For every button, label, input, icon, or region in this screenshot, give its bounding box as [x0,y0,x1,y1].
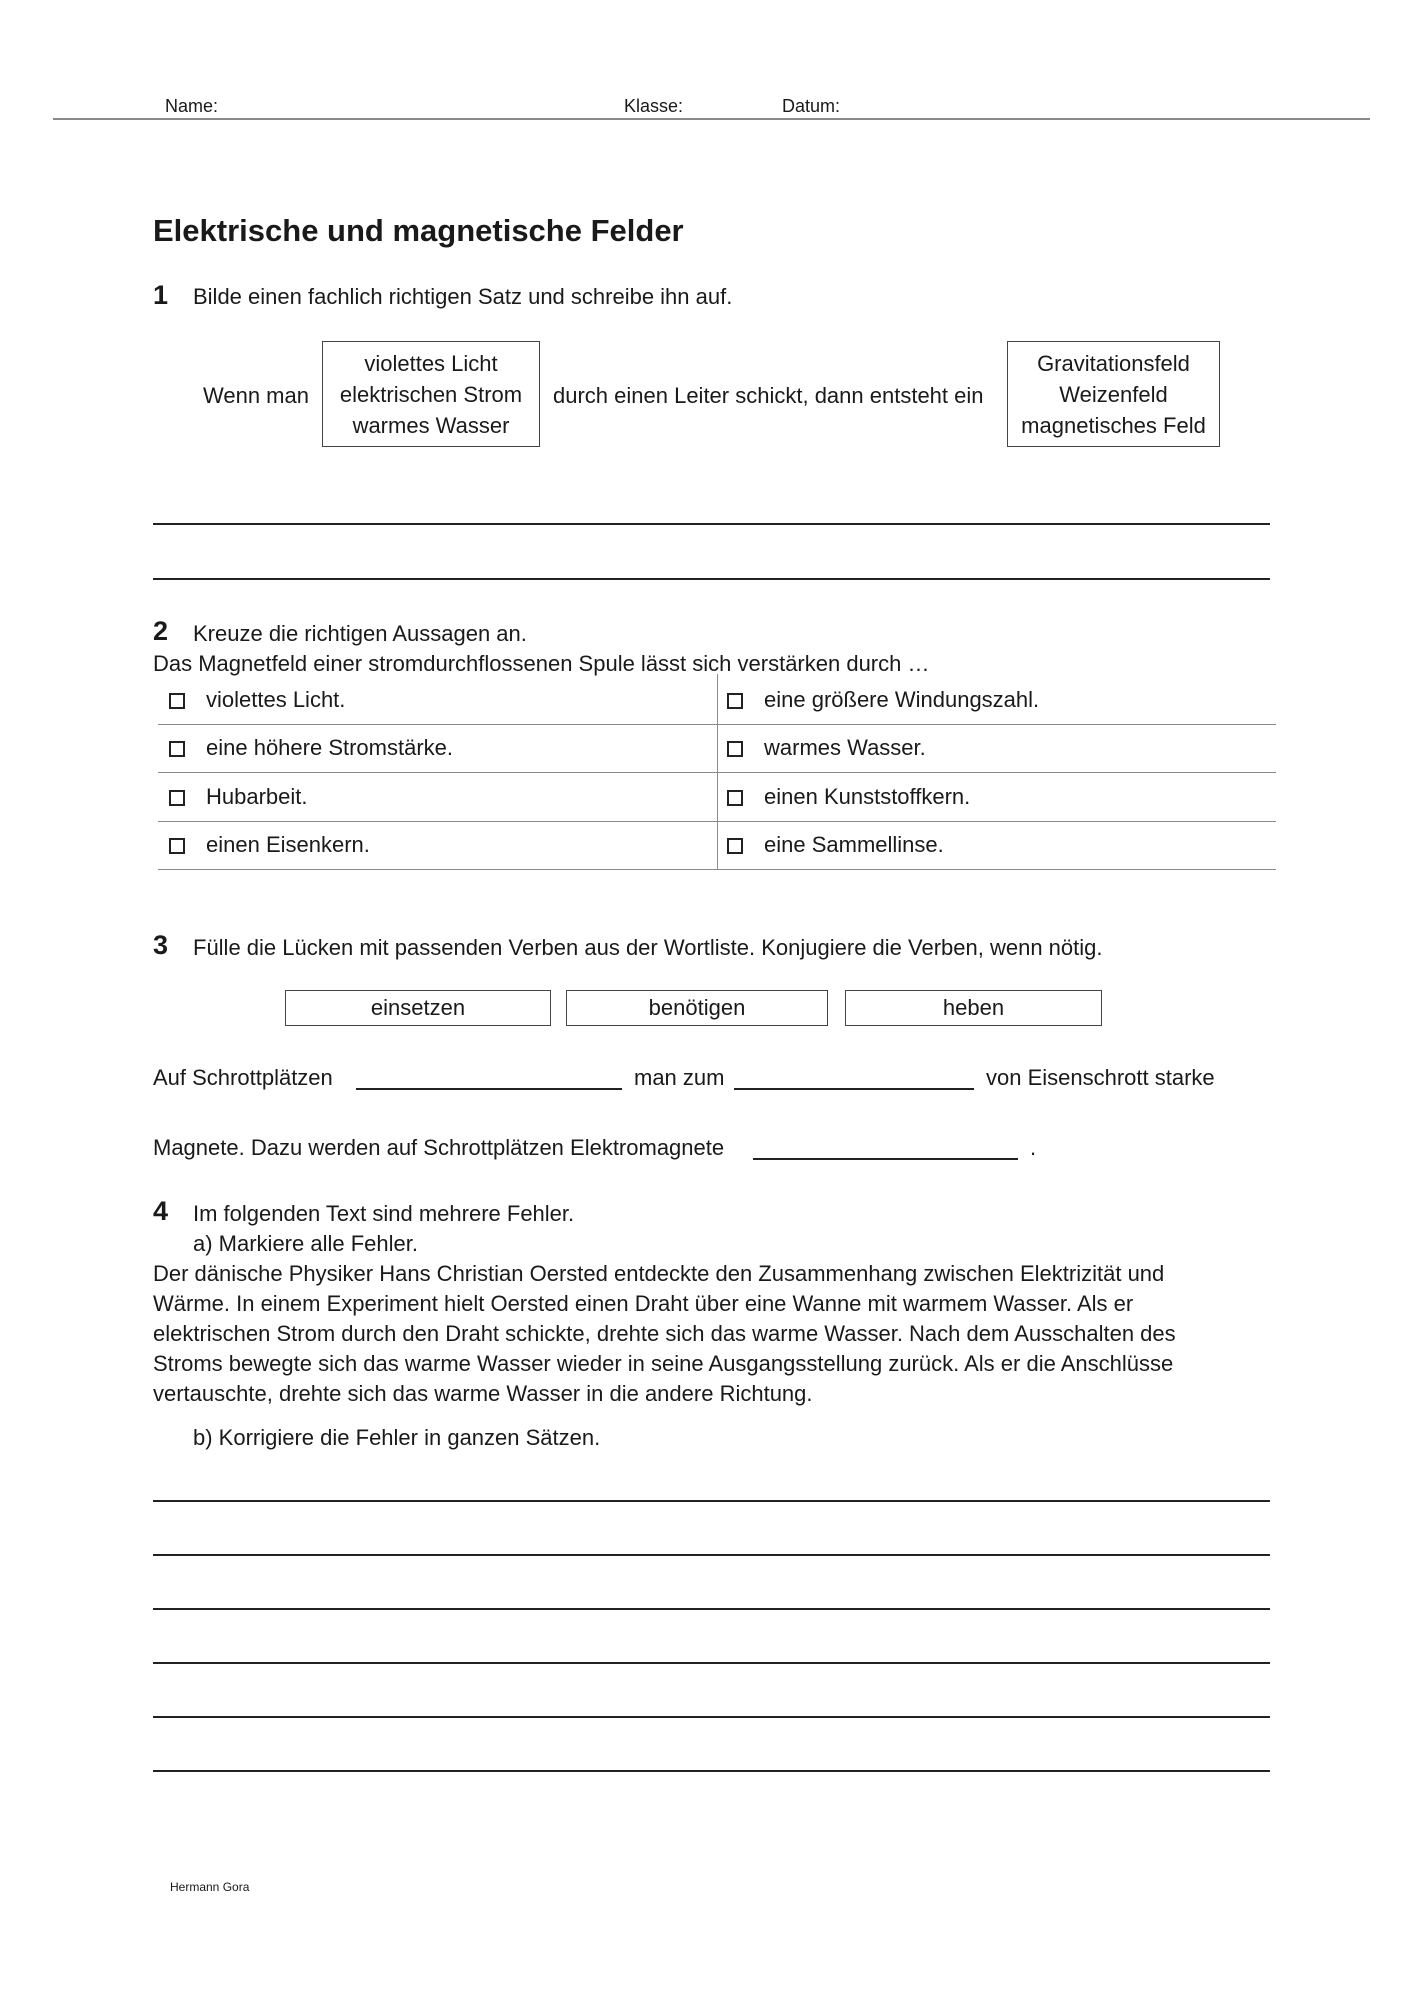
option-text: violettes Licht. [206,687,346,712]
task1-middle: durch einen Leiter schickt, dann entsteht ein [553,383,984,408]
task4-answer-line[interactable] [153,1608,1270,1610]
option-text: einen Eisenkern. [206,832,370,857]
task1-option-a-3[interactable]: warmes Wasser [352,413,510,438]
word-box[interactable]: benötigen [566,990,828,1026]
option-text: einen Kunststoffkern. [764,784,971,809]
task4-sub-b: b) Korrigiere die Fehler in ganzen Sätzen. [193,1425,601,1450]
checkbox[interactable] [727,790,743,806]
task4-answer-line[interactable] [153,1770,1270,1772]
option-text: eine höhere Stromstärke. [206,735,454,760]
gap-blank[interactable] [356,1088,622,1090]
paragraph-line: Der dänische Physiker Hans Christian Oersted entdeckte den Zusammenhang zwischen Elektrizität und [153,1261,1165,1286]
gap-text: man zum [634,1065,725,1090]
task4-number: 4 [153,1196,169,1226]
option-text: Hubarbeit. [206,784,308,809]
word-box[interactable]: heben [845,990,1102,1026]
gap-text: von Eisenschrott starke [986,1065,1215,1090]
checkbox[interactable] [169,838,185,854]
paragraph-line: Wärme. In einem Experiment hielt Oersted einen Draht über eine Wanne mit warmem Wasser. Als er [153,1291,1134,1316]
task4-paragraph [153,1259,1273,1409]
table-row-line [158,869,1276,870]
paragraph-line: Stroms bewegte sich das warme Wasser wieder in seine Ausgangsstellung zurück. Als er die Anschlüsse [153,1351,1174,1376]
task2-instruction: Kreuze die richtigen Aussagen an. [193,621,527,646]
task2-number: 2 [153,616,169,646]
task4-answer-line[interactable] [153,1500,1270,1502]
task1-options-b [1007,341,1220,447]
task1-option-b-2[interactable]: Weizenfeld [1059,382,1168,407]
gap-blank[interactable] [734,1088,974,1090]
gap-blank[interactable] [753,1158,1018,1160]
date-label: Datum: [782,96,841,116]
table-row-line [158,724,1276,725]
header-divider [53,118,1370,120]
checkbox[interactable] [169,693,185,709]
word-box[interactable]: einsetzen [285,990,551,1026]
task4-instruction: Im folgenden Text sind mehrere Fehler. [193,1201,575,1226]
task1-number: 1 [153,280,169,310]
class-label: Klasse: [624,96,684,116]
paragraph-line: elektrischen Strom durch den Draht schickte, drehte sich das warme Wasser. Nach dem Ausschalten des [153,1321,1176,1346]
gap-text: Auf Schrottplätzen [153,1065,333,1090]
task1-instruction: Bilde einen fachlich richtigen Satz und schreibe ihn auf. [193,284,733,309]
task1-option-a-1[interactable]: violettes Licht [364,351,498,376]
checkbox[interactable] [169,741,185,757]
name-label: Name: [165,96,219,116]
paragraph-line: vertauschte, drehte sich das warme Wasser in die andere Richtung. [153,1381,813,1406]
task1-answer-line-1[interactable] [153,523,1270,525]
task3-instruction: Fülle die Lücken mit passenden Verben aus der Wortliste. Konjugiere die Verben, wenn nötig. [193,935,1103,960]
table-row-line [158,772,1276,773]
option-text: eine Sammellinse. [764,832,944,857]
task4-answer-line[interactable] [153,1716,1270,1718]
task1-option-b-1[interactable]: Gravitationsfeld [1037,351,1190,376]
task4-answer-line[interactable] [153,1662,1270,1664]
task3-number: 3 [153,930,169,960]
table-row-line [158,821,1276,822]
gap-text: . [1030,1135,1037,1160]
checkbox[interactable] [727,838,743,854]
gap-text: Magnete. Dazu werden auf Schrottplätzen Elektromagnete [153,1135,725,1160]
task1-option-a-2[interactable]: elektrischen Strom [339,382,523,407]
footer-author: Hermann Gora [170,1880,250,1894]
page-title: Elektrische und magnetische Felder [153,213,684,248]
task1-answer-line-2[interactable] [153,578,1270,580]
checkbox[interactable] [727,693,743,709]
checkbox[interactable] [727,741,743,757]
task2-stem: Das Magnetfeld einer stromdurchflossenen Spule lässt sich verstärken durch … [153,651,930,676]
task1-option-b-3[interactable]: magnetisches Feld [1021,413,1206,438]
task1-options-a [322,341,540,447]
checkbox[interactable] [169,790,185,806]
task1-prefix: Wenn man [203,383,309,408]
task4-sub-a: a) Markiere alle Fehler. [193,1231,418,1256]
option-text: warmes Wasser. [764,735,926,760]
option-text: eine größere Windungszahl. [764,687,1040,712]
task4-answer-line[interactable] [153,1554,1270,1556]
